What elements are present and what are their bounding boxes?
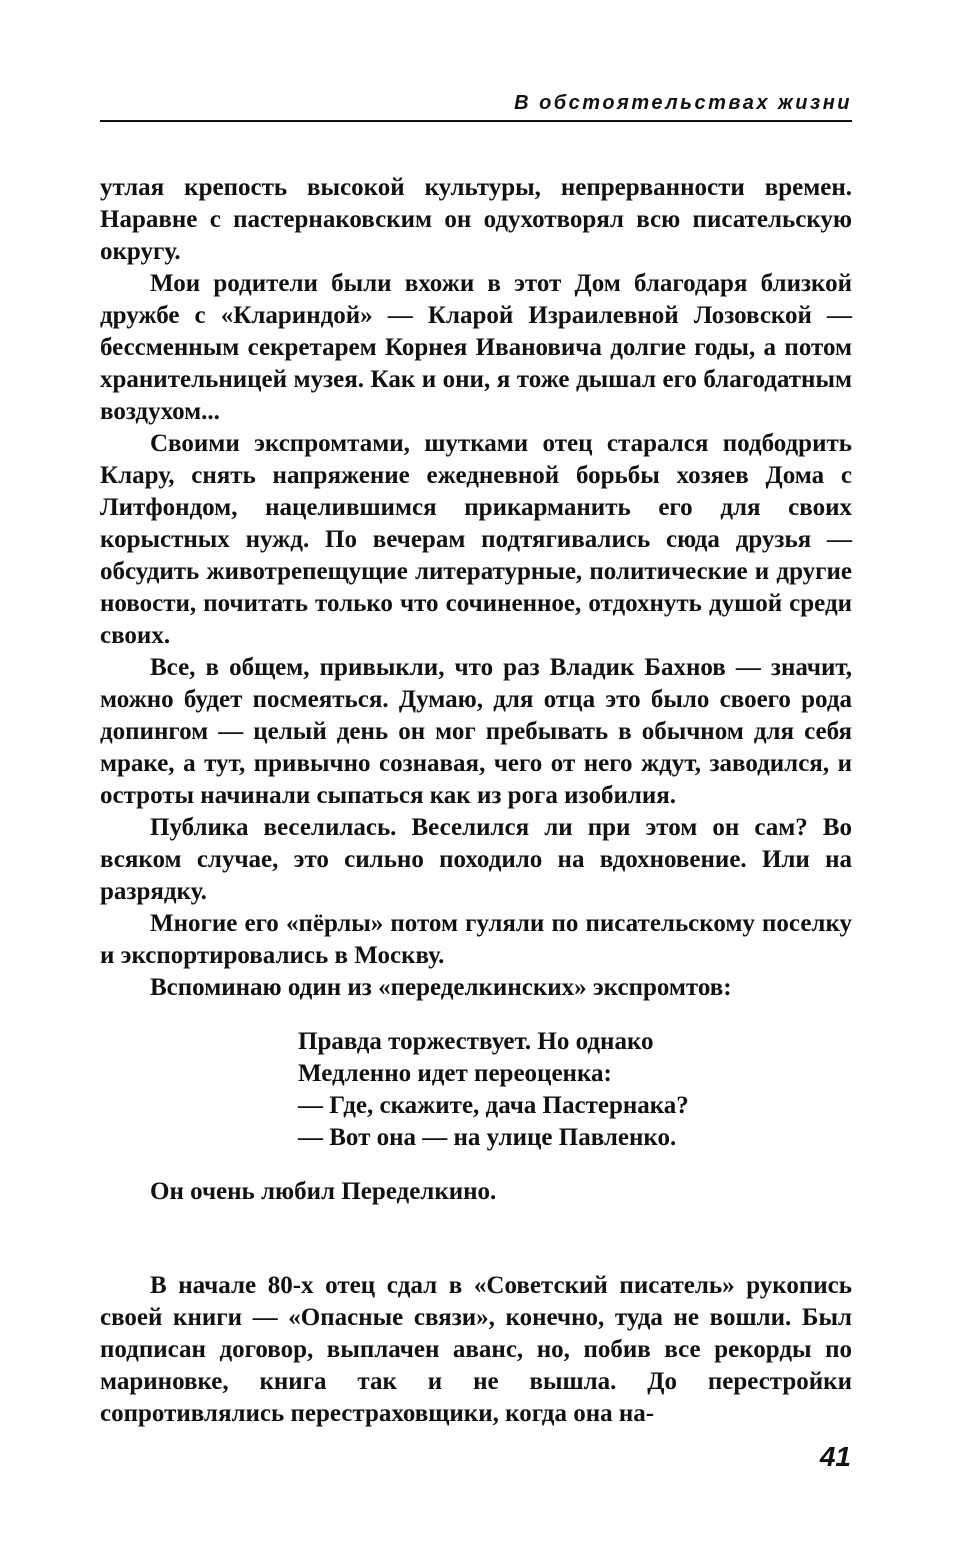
header-rule bbox=[100, 120, 852, 122]
paragraph: утлая крепость высокой культуры, непрерванности времен. Наравне с пастернаковским он одухотворял всю писательскую округу. bbox=[100, 174, 852, 265]
body-text bbox=[100, 172, 852, 1430]
paragraph: Своими экспромтами, шутками отец старался подбодрить Клару, снять напряжение ежедневной борьбы хозяев Дома с Литфондом, нацелившимся прикарманить его для своих корыстных нужд. По вечерам подтягивались сюда друзья — обсудить животрепещущие литературные, политические и другие новости, почитать только что сочиненное, отдохнуть душой среди своих. bbox=[100, 430, 852, 649]
poem-line: Медленно идет переоценка: bbox=[298, 1060, 612, 1087]
paragraph: Публика веселилась. Веселился ли при этом он сам? Во всяком случае, это сильно походило на вдохновение. Или на разрядку. bbox=[100, 814, 852, 905]
poem bbox=[298, 1026, 852, 1154]
poem-line: — Где, скажите, дача Пастернака? bbox=[298, 1092, 689, 1119]
page-number: 41 bbox=[819, 1441, 851, 1472]
paragraph: В начале 80-х отец сдал в «Советский писатель» рукопись своей книги — «Опасные связи», конечно, туда не вошли. Был подписан договор, выплачен аванс, но, побив все рекорды по мариновке, книга так и не вышла. До перестройки сопротивлялись перестраховщики, когда она на- bbox=[100, 1272, 852, 1427]
running-head: В обстоятельствах жизни bbox=[514, 92, 852, 114]
section-break bbox=[100, 1208, 852, 1270]
paragraph: Он очень любил Переделкино. bbox=[150, 1178, 497, 1205]
paragraph: Многие его «пёрлы» потом гуляли по писательскому поселку и экспортировались в Москву. bbox=[100, 910, 852, 969]
paragraph: Вспоминаю один из «переделкинских» экспромтов: bbox=[150, 974, 732, 1001]
paragraph: Мои родители были вхожи в этот Дом благодаря близкой дружбе с «Клариндой» — Кларой Израилевной Лозовской — бессменным секретарем Корнея Ивановича долгие годы, а потом хранительницей музея. Как и они, я тоже дышал его благодатным воздухом... bbox=[100, 270, 852, 425]
paragraph: Все, в общем, привыкли, что раз Владик Бахнов — значит, можно будет посмеяться. Думаю, для отца это было своего рода допингом — целый день он мог пребывать в обычном для себя мраке, а тут, привычно сознавая, чего от него ждут, заводился, и остроты начинали сыпаться как из рога изобилия. bbox=[100, 654, 852, 809]
poem-line: Правда торжествует. Но однако bbox=[298, 1028, 654, 1055]
poem-line: — Вот она — на улице Павленко. bbox=[298, 1124, 677, 1151]
